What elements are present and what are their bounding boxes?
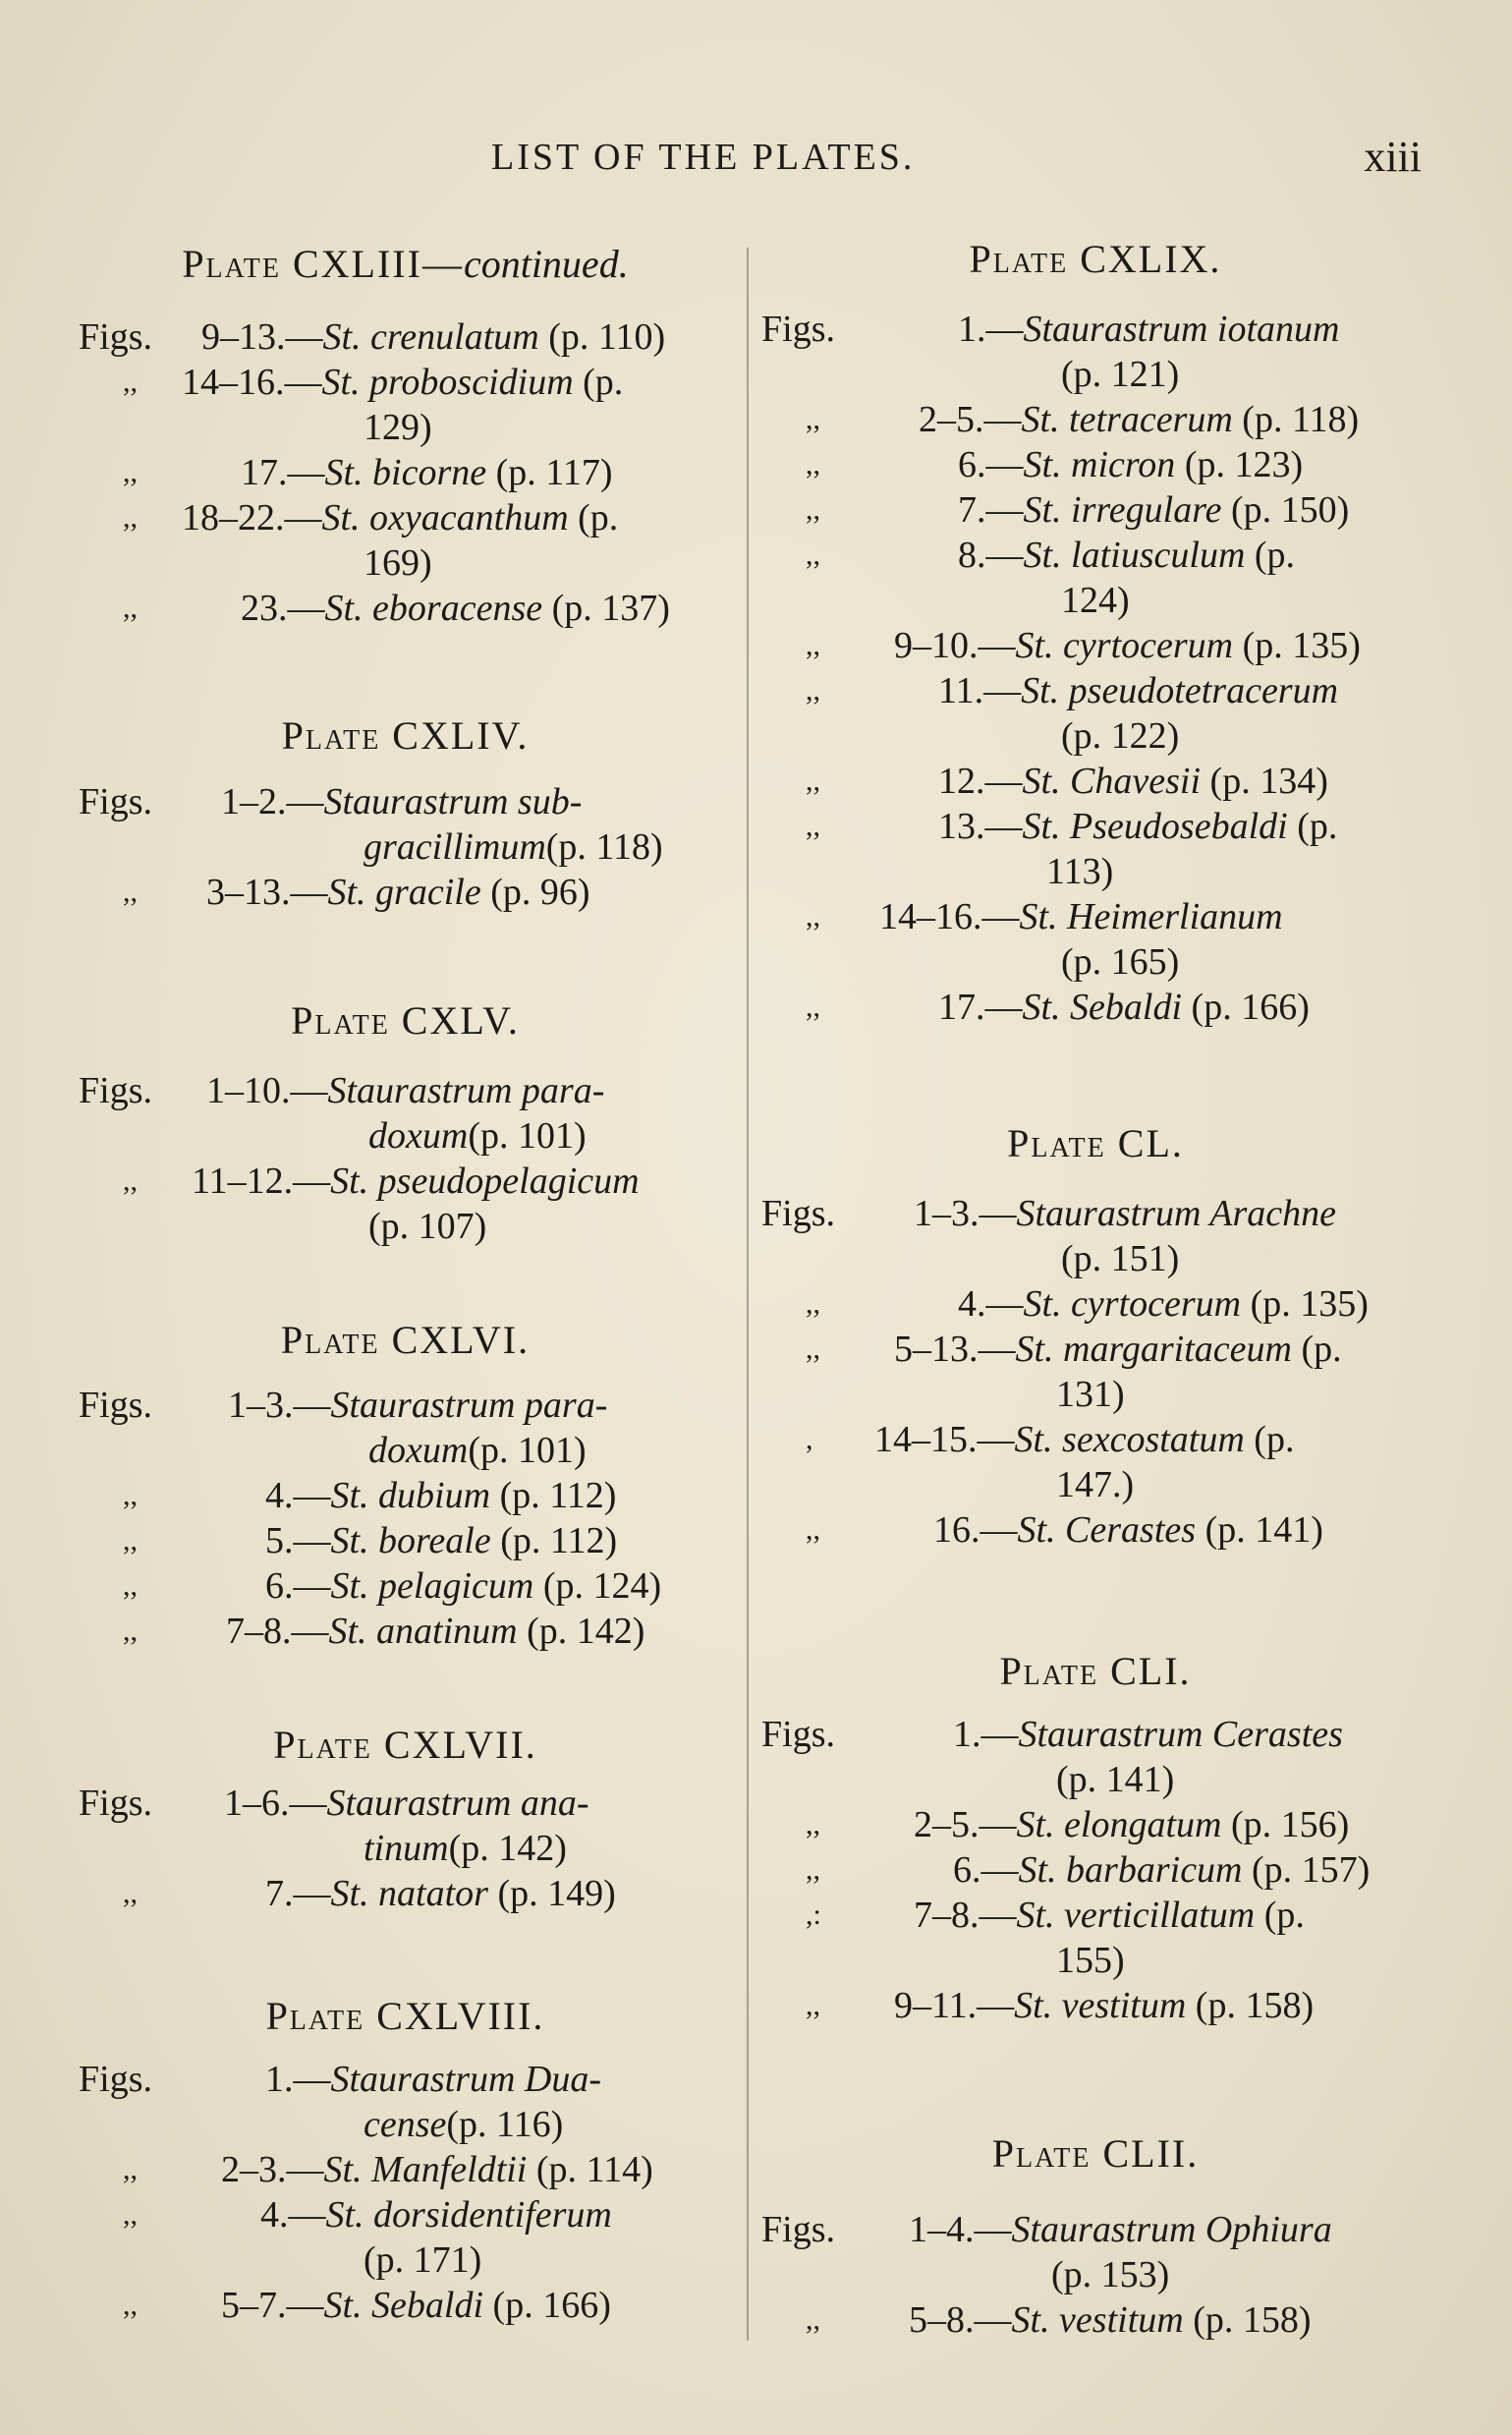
column-divider [747,248,749,2341]
page-reference: (p. 135) [1233,625,1361,666]
page-reference: 124) [1061,580,1130,621]
page-reference: (p. 112) [490,1475,617,1516]
continuation-line [79,1113,732,1159]
figure-numbers: 23.— [241,588,325,629]
figure-entry [761,397,1429,442]
continuation-line [79,824,732,870]
page-reference: (p. 165) [1061,941,1180,983]
continuation-line [79,1428,732,1473]
figure-entry [761,487,1429,533]
figure-numbers: 5–8.— [909,2299,1012,2341]
figure-numbers: 5–7.— [221,2285,324,2326]
continuation-line [761,2252,1429,2297]
ditto-mark: ,, [806,1989,820,2021]
ditto-mark: ,, [806,493,820,526]
page-reference: (p. 142) [448,1828,567,1869]
figure-numbers: 4.— [265,1475,331,1516]
species-name: St. Pseudosebaldi [1022,806,1288,847]
ditto-mark: ,, [123,2289,138,2321]
page-reference: (p. 142) [517,1611,645,1652]
plate-heading [79,241,732,290]
continuation-line [761,1462,1429,1507]
figure-numbers: 1.— [958,309,1024,350]
page-reference: (p. 110) [538,316,666,358]
ditto-mark: ,, [806,1332,820,1365]
page-reference: (p. 122) [1061,715,1180,757]
page-reference: (p. 150) [1221,489,1350,531]
species-name: tinum [364,1828,449,1869]
page-reference: (p. [568,497,619,538]
figure-entry [761,894,1429,939]
species-name: St. Heimerlianum [1019,896,1283,937]
figure-entry [79,586,732,631]
figure-entry [761,1983,1429,2028]
species-name: Staurastrum Dua- [330,2059,602,2100]
species-name: Staurastrum para- [330,1385,608,1426]
species-name: St. cyrtocerum [1023,1283,1242,1325]
ditto-mark: ,, [123,501,138,534]
ditto-mark: ,, [806,1513,820,1546]
species-name: doxum [368,1115,469,1157]
figure-numbers: 8.— [958,535,1024,576]
figure-numbers: 16.— [933,1509,1018,1551]
plate-heading: Plate CXLV. [291,998,520,1043]
page-reference: (p. [1291,1329,1342,1370]
page-reference: (p. 112) [490,1520,618,1561]
page-reference: (p. 117) [486,452,613,493]
figure-numbers: 5–13.— [894,1329,1016,1370]
continuation-line [761,1757,1429,1802]
continuation-line [79,405,732,450]
species-name: cense [364,2104,447,2145]
figure-entry [761,1281,1429,1327]
figure-numbers: 1–10.— [206,1070,328,1111]
ditto-mark: , [806,1423,813,1455]
plate-heading: Plate CLII. [991,2131,1200,2176]
species-name: St. verticillatum [1016,1895,1256,1936]
species-name: St. bicorne [324,452,487,493]
continuation-line [79,2237,732,2283]
species-name: St. margaritaceum [1015,1329,1292,1370]
figure-numbers: 2–5.— [919,399,1022,440]
ditto-mark: ,, [123,1479,138,1511]
figure-numbers: 9–10.— [894,625,1016,666]
figure-entry [761,2207,1429,2252]
figure-numbers: 7.— [958,489,1024,531]
species-name: St. pseudotetracerum [1021,670,1339,711]
figure-entry [79,1871,732,1916]
figure-numbers: 1–3.— [228,1385,331,1426]
figure-numbers: 1–3.— [914,1193,1017,1234]
figure-numbers: 17.— [241,452,325,493]
figure-entry [79,450,732,495]
figure-entry [79,314,732,360]
plate-heading-text: Plate CXLIII— [182,242,464,286]
figure-numbers: 13.— [938,806,1023,847]
figure-entry [79,1781,732,1826]
species-name: doxum [368,1430,469,1471]
continuation-line [79,1204,732,1249]
figure-numbers: 5.— [265,1520,331,1561]
ditto-mark: ,, [806,1808,820,1840]
page-reference: 113) [1046,851,1114,892]
page-reference: (p. 166) [483,2285,611,2326]
species-name: St. dorsidentiferum [325,2194,612,2236]
figs-label: Figs. [761,1714,835,1755]
figure-numbers: 11–12.— [192,1161,331,1202]
figure-entry [79,1473,732,1518]
plate-heading: Plate CL. [1007,1121,1184,1165]
figs-label: Figs. [79,2059,152,2100]
page-reference: 129) [364,407,432,448]
ditto-mark: ,, [806,538,820,571]
ditto-mark: ,, [123,456,138,488]
figure-entry [79,779,732,824]
continuation-line [79,540,732,586]
species-name: Staurastrum Arachne [1016,1193,1336,1234]
species-name: Staurastrum ana- [326,1783,589,1824]
plate-heading: Plate CXLVIII. [265,1994,545,2038]
ditto-mark: ,, [806,629,820,661]
figs-label: Figs. [761,309,835,350]
page-reference: (p. 141) [1196,1509,1323,1551]
running-title: LIST OF THE PLATES. [491,137,916,178]
species-name: Staurastrum para- [327,1070,605,1111]
figure-entry [79,1383,732,1428]
figure-numbers: 9–13.— [201,316,323,358]
figure-numbers: 3–13.— [206,872,328,913]
page-reference: 169) [364,542,432,584]
ditto-mark: ,, [123,1877,138,1909]
ditto-mark: ,, [123,366,138,398]
figure-entry [79,2283,732,2328]
figure-numbers: 9–11.— [894,1985,1015,2026]
figure-entry [761,1893,1429,1938]
continuation-line [79,2102,732,2147]
figure-entry [761,1802,1429,1847]
figs-label: Figs. [79,1385,152,1426]
ditto-mark: ,, [123,1524,138,1557]
figure-numbers: 1–6.— [224,1783,327,1824]
figure-entry [761,759,1429,804]
ditto-mark: ,, [123,1614,138,1647]
species-name: St. sexcostatum [1014,1419,1245,1460]
page-reference: 131) [1056,1374,1125,1415]
page-reference: (p. 114) [527,2149,653,2190]
ditto-mark: ,, [806,448,820,481]
figs-label: Figs. [761,1193,835,1234]
continuation-line [761,713,1429,759]
figure-entry [761,1191,1429,1236]
species-name: Staurastrum Ophiura [1011,2209,1332,2250]
page-reference: (p. 153) [1051,2254,1170,2295]
species-name: St. latiusculum [1023,535,1246,576]
figure-entry [761,2297,1429,2343]
page-reference: (p. 134) [1201,761,1328,802]
continuation-line [761,1236,1429,1281]
page-reference: (p. [1255,1895,1305,1936]
page-number: xiii [1364,133,1422,181]
figure-numbers: 14–16.— [182,362,322,403]
page-reference: (p. 96) [480,872,590,913]
ditto-mark: ,, [806,764,820,797]
species-name: St. boreale [330,1520,491,1561]
page-reference: (p. 101) [468,1115,587,1157]
species-name: St. Chavesii [1022,761,1202,802]
species-name: St. anatinum [328,1611,518,1652]
species-name: St. oxyacanthum [321,497,569,538]
figure-numbers: 1–4.— [909,2209,1012,2250]
page-reference: (p. 135) [1241,1283,1369,1325]
species-name: gracillimum [364,826,546,868]
ditto-mark: ,, [123,592,138,624]
plate-heading: Plate CLI. [999,1649,1192,1693]
running-head [0,133,1512,185]
species-name: St. vestitum [1014,1985,1187,2026]
species-name: St. eboracense [324,588,543,629]
species-name: St. proboscidium [321,362,574,403]
figure-numbers: 1.— [953,1714,1019,1755]
figure-numbers: 2–3.— [221,2149,324,2190]
figure-numbers: 18–22.— [182,497,322,538]
page-reference: (p. [1245,535,1296,576]
figs-label: Figs. [79,1070,152,1111]
continuation-line [761,849,1429,894]
figure-entry [761,307,1429,352]
page-reference: (p. 123) [1175,444,1304,485]
figure-entry [761,1327,1429,1372]
page-reference: (p. 141) [1056,1759,1175,1800]
continuation-line [761,578,1429,623]
species-name: St. pelagicum [330,1565,534,1607]
figure-numbers: 1–2.— [221,781,324,822]
figs-label: Figs. [79,316,152,358]
plate-heading-continued: continued. [463,242,629,286]
page-reference: (p. 137) [542,588,670,629]
figure-numbers: 12.— [938,761,1023,802]
species-name: St. elongatum [1016,1804,1222,1845]
figure-entry [761,804,1429,849]
figure-numbers: 14–16.— [879,896,1020,937]
page-reference: (p. 107) [368,1206,487,1247]
page-reference: (p. 116) [446,2104,564,2145]
ditto-mark: ,, [806,810,820,842]
plate-heading: Plate CXLVI. [280,1318,531,1362]
ditto-mark: ,: [806,1898,821,1931]
species-name: St. Sebaldi [323,2285,484,2326]
figure-entry [79,2192,732,2237]
figure-numbers: 6.— [953,1849,1019,1891]
figure-entry [79,1518,732,1563]
figure-entry [761,1507,1429,1553]
page-reference: (p. 124) [533,1565,662,1607]
page-reference: (p. 149) [487,1873,616,1914]
page-reference: (p. 166) [1182,987,1310,1028]
figure-entry [761,668,1429,713]
figure-numbers: 7–8.— [226,1611,329,1652]
plate-heading: Plate CXLIX. [969,237,1222,281]
ditto-mark: ,, [123,1164,138,1197]
species-name: St. Sebaldi [1022,987,1183,1028]
page-reference: (p. [1244,1419,1295,1460]
page-reference: (p. 171) [364,2239,482,2281]
page-reference: (p. 157) [1242,1849,1371,1891]
figure-numbers: 17.— [938,987,1023,1028]
ditto-mark: ,, [806,403,820,435]
page-reference: 155) [1056,1940,1125,1981]
figure-entry [79,360,732,405]
figs-label: Figs. [79,781,152,822]
species-name: St. cyrtocerum [1015,625,1234,666]
ditto-mark: ,, [806,1853,820,1886]
species-name: St. tetracerum [1021,399,1233,440]
species-name: St. natator [330,1873,488,1914]
ditto-mark: ,, [806,991,820,1023]
plate-heading: Plate CXLIV. [281,713,530,758]
continuation-line [761,352,1429,397]
continuation-line [761,1938,1429,1983]
continuation-line [761,1372,1429,1417]
figure-entry [761,623,1429,668]
figure-entry [761,442,1429,487]
ditto-mark: ,, [806,900,820,933]
figure-entry [79,870,732,915]
ditto-mark: ,, [123,1569,138,1602]
figure-entry [79,1563,732,1609]
figure-entry [79,1609,732,1654]
species-name: St. dubium [330,1475,491,1516]
figure-numbers: 6.— [265,1565,331,1607]
figure-numbers: 4.— [958,1283,1024,1325]
page-reference: (p. 101) [468,1430,587,1471]
page-reference: (p. 158) [1186,1985,1315,2026]
page-reference: (p. 151) [1061,1238,1180,1279]
page-reference: (p. 158) [1183,2299,1312,2341]
species-name: Staurastrum Cerastes [1018,1714,1343,1755]
figure-entry [761,1712,1429,1757]
continuation-line [761,939,1429,985]
continuation-line [79,1826,732,1871]
species-name: St. barbaricum [1018,1849,1243,1891]
figure-entry [79,2057,732,2102]
ditto-mark: ,, [123,2153,138,2185]
figure-entry [761,985,1429,1030]
page-reference: (p. 121) [1061,354,1180,395]
species-name: St. Manfeldtii [323,2149,528,2190]
species-name: St. micron [1023,444,1176,485]
figure-entry [79,1159,732,1204]
species-name: St. irregulare [1023,489,1222,531]
plate-heading: Plate CXLVII. [273,1723,537,1767]
page-reference: (p. [1287,806,1338,847]
page-reference: (p. 118) [545,826,663,868]
figure-entry [79,1068,732,1113]
figs-label: Figs. [79,1783,152,1824]
figure-entry [761,1847,1429,1893]
page-reference: 147.) [1056,1464,1135,1505]
species-name: St. Cerastes [1017,1509,1197,1551]
page-reference: (p. 156) [1221,1804,1350,1845]
ditto-mark: ,, [806,2303,820,2336]
species-name: St. crenulatum [322,316,539,358]
figure-numbers: 6.— [958,444,1024,485]
page-reference: (p. [573,362,624,403]
ditto-mark: ,, [806,674,820,707]
figure-entry [761,1417,1429,1462]
figure-numbers: 7.— [265,1873,331,1914]
figure-numbers: 2–5.— [914,1804,1017,1845]
ditto-mark: ,, [123,2198,138,2231]
figure-numbers: 4.— [260,2194,326,2236]
figs-label: Figs. [761,2209,835,2250]
species-name: Staurastrum iotanum [1023,309,1340,350]
figure-entry [761,533,1429,578]
species-name: St. vestitum [1011,2299,1184,2341]
figure-entry [79,2147,732,2192]
ditto-mark: ,, [123,876,138,908]
figure-numbers: 1.— [265,2059,331,2100]
ditto-mark: ,, [806,1287,820,1320]
species-name: St. pseudopelagicum [330,1161,640,1202]
figure-entry [79,495,732,540]
page-reference: (p. 118) [1232,399,1360,440]
figure-numbers: 14–15.— [874,1419,1015,1460]
figure-numbers: 11.— [938,670,1022,711]
species-name: St. gracile [327,872,481,913]
figure-numbers: 7–8.— [914,1895,1017,1936]
species-name: Staurastrum sub- [323,781,583,822]
